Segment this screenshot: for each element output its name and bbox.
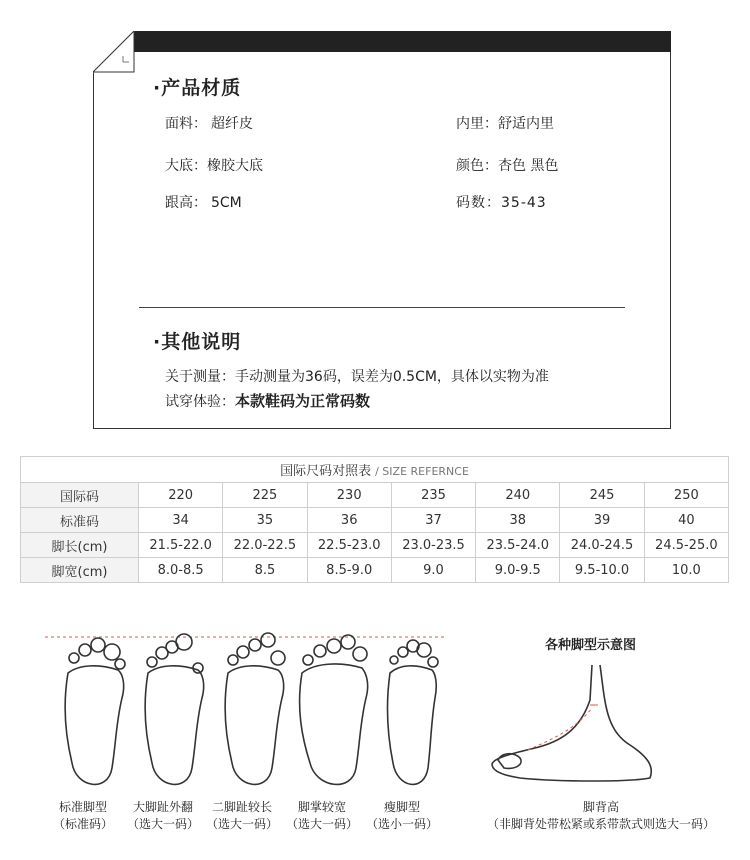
table-cell: 36 bbox=[307, 508, 391, 533]
foot-type-advice: （选大一码） bbox=[285, 817, 358, 831]
measure-text: 手动测量为36码，误差为0.5CM，具体以实物为准 bbox=[235, 369, 549, 385]
foot-type-name: 瘦脚型 bbox=[383, 800, 420, 814]
table-caption-row bbox=[21, 457, 729, 483]
caption-subtitle: / SIZE REFERNCE bbox=[375, 465, 469, 478]
spec-label: 大底： bbox=[165, 158, 207, 174]
foot-type-wide bbox=[277, 799, 367, 833]
spec-label: 面料： bbox=[165, 116, 207, 132]
row-header: 国际码 bbox=[21, 483, 139, 508]
measure-label: 关于测量： bbox=[165, 369, 235, 385]
caption-title: 国际尺码对照表 bbox=[280, 464, 372, 479]
table-cell: 8.5-9.0 bbox=[307, 558, 391, 583]
table-cell: 9.0 bbox=[391, 558, 475, 583]
table-cell: 24.0-24.5 bbox=[560, 533, 644, 558]
spec-label: 跟高： bbox=[165, 195, 207, 211]
card-header-band bbox=[134, 31, 671, 52]
table-cell: 34 bbox=[139, 508, 223, 533]
spec-value: 5CM bbox=[211, 195, 242, 211]
foot-type-advice: （选小一码） bbox=[365, 817, 438, 831]
instep-label bbox=[476, 799, 726, 833]
measure-note bbox=[165, 366, 549, 386]
table-cell: 35 bbox=[223, 508, 307, 533]
table-cell: 8.0-8.5 bbox=[139, 558, 223, 583]
table-cell: 38 bbox=[476, 508, 560, 533]
table-cell: 23.5-24.0 bbox=[476, 533, 560, 558]
spec-heel-height bbox=[165, 192, 242, 212]
spec-label: 内里： bbox=[456, 116, 498, 132]
spec-size-range bbox=[456, 192, 547, 212]
spec-label: 颜色： bbox=[456, 158, 498, 174]
fit-note bbox=[165, 390, 370, 411]
spec-fabric bbox=[165, 113, 253, 133]
spec-value: 超纤皮 bbox=[211, 116, 253, 132]
foot-type-name: 脚掌较宽 bbox=[297, 800, 346, 814]
table-cell: 37 bbox=[391, 508, 475, 533]
spec-outsole bbox=[165, 155, 263, 175]
foot-type-slim bbox=[357, 799, 447, 833]
spec-color bbox=[456, 155, 558, 175]
table-row bbox=[21, 508, 729, 533]
row-header: 标准码 bbox=[21, 508, 139, 533]
foot-bunion-icon bbox=[145, 634, 204, 784]
table-cell: 250 bbox=[644, 483, 728, 508]
table-cell: 8.5 bbox=[223, 558, 307, 583]
foot-type-standard bbox=[38, 799, 128, 833]
table-cell: 220 bbox=[139, 483, 223, 508]
spec-value: 橡胶大底 bbox=[207, 158, 263, 174]
instep-foot-icon bbox=[480, 660, 720, 790]
fit-text: 本款鞋码为正常码数 bbox=[235, 392, 371, 410]
spec-value: 杏色 黑色 bbox=[498, 158, 559, 174]
table-cell: 10.0 bbox=[644, 558, 728, 583]
table-cell: 40 bbox=[644, 508, 728, 533]
table-cell: 9.5-10.0 bbox=[560, 558, 644, 583]
table-cell: 22.5-23.0 bbox=[307, 533, 391, 558]
table-cell: 240 bbox=[476, 483, 560, 508]
foot-type-advice: （标准码） bbox=[52, 817, 113, 831]
row-header: 脚长(cm) bbox=[21, 533, 139, 558]
foot-wide-icon bbox=[300, 635, 368, 784]
notes-section-title: ·其他说明 bbox=[153, 331, 242, 353]
table-row bbox=[21, 558, 729, 583]
foot-types-illustration bbox=[40, 628, 450, 800]
spec-value: 舒适内里 bbox=[498, 116, 554, 132]
table-cell: 245 bbox=[560, 483, 644, 508]
fit-label: 试穿体验： bbox=[165, 394, 235, 410]
section-divider bbox=[139, 307, 625, 308]
foot-type-bunion bbox=[118, 799, 208, 833]
instep-advice: （非脚背处带松紧或系带款式则选大一码） bbox=[486, 817, 715, 831]
foot-type-long-second-toe bbox=[197, 799, 287, 833]
table-cell: 24.5-25.0 bbox=[644, 533, 728, 558]
table-caption bbox=[21, 457, 729, 483]
material-section-title: ·产品材质 bbox=[153, 77, 242, 99]
spec-label: 码数： bbox=[456, 195, 501, 211]
table-cell: 235 bbox=[391, 483, 475, 508]
table-cell: 21.5-22.0 bbox=[139, 533, 223, 558]
foot-standard-icon bbox=[65, 638, 125, 784]
foot-slim-icon bbox=[387, 640, 438, 784]
spec-value: 35-43 bbox=[501, 195, 547, 211]
table-row bbox=[21, 533, 729, 558]
row-header: 脚宽(cm) bbox=[21, 558, 139, 583]
foot-type-name: 二脚趾较长 bbox=[211, 800, 272, 814]
table-row bbox=[21, 483, 729, 508]
foot-type-name: 标准脚型 bbox=[58, 800, 107, 814]
foot-long-second-toe-icon bbox=[225, 633, 285, 784]
foot-type-name: 大脚趾外翻 bbox=[132, 800, 193, 814]
table-cell: 39 bbox=[560, 508, 644, 533]
foot-type-advice: （选大一码） bbox=[126, 817, 199, 831]
table-cell: 225 bbox=[223, 483, 307, 508]
foot-type-advice: （选大一码） bbox=[205, 817, 278, 831]
table-cell: 22.0-22.5 bbox=[223, 533, 307, 558]
table-cell: 9.0-9.5 bbox=[476, 558, 560, 583]
folded-corner-icon bbox=[93, 31, 135, 73]
table-cell: 230 bbox=[307, 483, 391, 508]
spec-lining bbox=[456, 113, 554, 133]
table-cell: 23.0-23.5 bbox=[391, 533, 475, 558]
instep-name: 脚背高 bbox=[582, 800, 619, 814]
size-reference-table bbox=[20, 456, 729, 583]
diagram-title: 各种脚型示意图 bbox=[545, 638, 637, 653]
